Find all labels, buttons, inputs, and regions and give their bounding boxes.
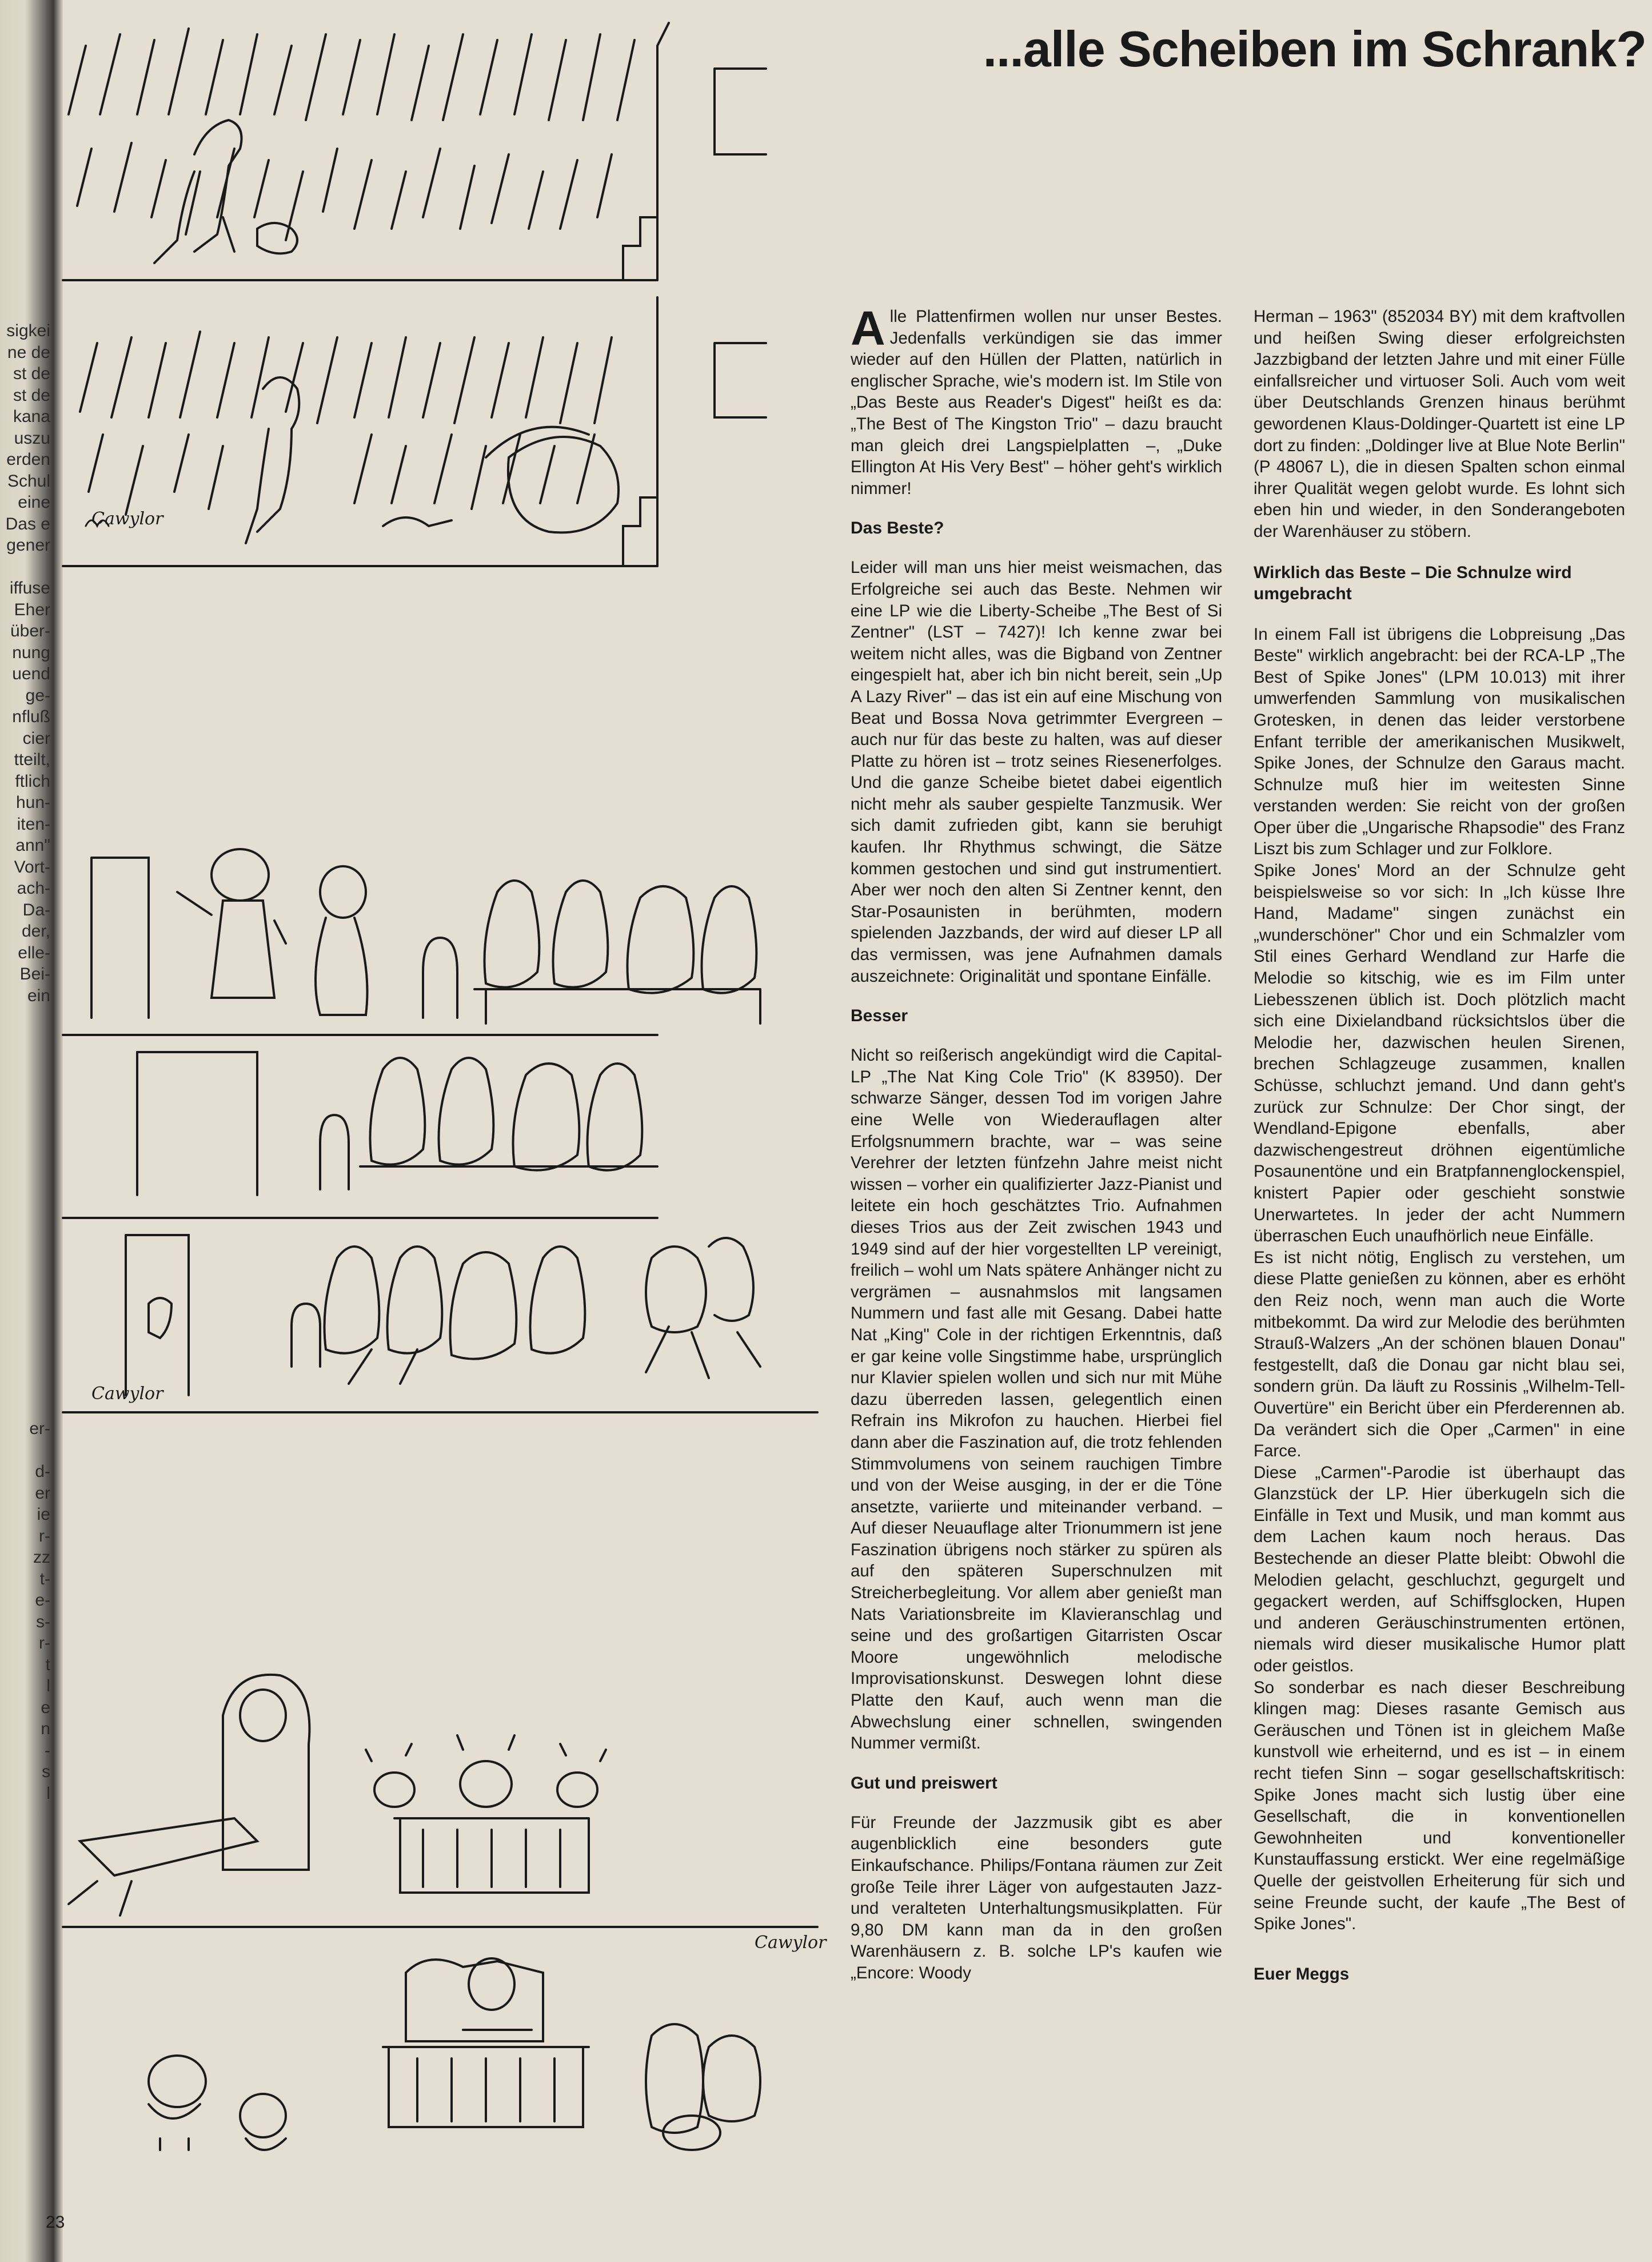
facing-page-fragment: sigkei — [6, 321, 50, 340]
facing-page-text-lower — [0, 1418, 50, 1804]
section-heading-das-beste: Das Beste? — [851, 519, 944, 538]
section-heading-besser: Besser — [851, 1006, 908, 1026]
facing-page-fragment: s — [42, 1762, 50, 1781]
intro-paragraph — [851, 301, 1222, 499]
facing-page-fragment: n — [41, 1719, 50, 1738]
facing-page-fragment: gener — [6, 536, 50, 555]
facing-page-fragment: Bei- — [19, 965, 50, 983]
facing-page-fragment: Das e — [5, 514, 50, 533]
facing-page-fragment: uszu — [14, 428, 50, 448]
facing-page-fragment: d- — [35, 1462, 50, 1481]
intro-text: lle Plattenfirmen wollen nur unser Bestes. Jedenfalls verkündigen sie das immer wieder auf den Hüllen der Platten, natürlich in englischer Sprache, wie's modern ist. Im Stile von „Das Beste aus Reader's Digest" heißt es da: „The Best of The Kingston Trio" – dazu braucht man gleich drei Langspielplatten –, „Duke Ellington At His Very Best" – höher geht's wirklich nimmer! — [851, 307, 1222, 498]
section-gut-und-preiswert-text: Für Freunde der Jazzmusik gibt es aber augenblicklich eine besonders gute Einkaufschance. Philips/Fontana räumen zur Zeit große Teile ihrer Läger von aufgestauten Jazz- und veralteten Unterhaltungsmusikplatten. Für 9,80 DM kann man da in den großen Warenhäusern z. B. solche LP's kaufen wie „Encore: Woody — [851, 1813, 1222, 1982]
col2-paragraph: Diese „Carmen"-Parodie ist überhaupt das Glanzstück der LP. Hier überkugeln sich die Einfälle in Text und Musik, und man kommt aus dem Lachen kaum noch heraus. Das Bestechende an dieser Platte bleibt: Obwohl die Melodien gelacht, geschluchzt, gegurgelt und gegackert werden, auf Schiffsglocken, Hupen und anderen Geräuschinstrumenten ertönen, niemals wird dieser musikalische Humor platt oder geistlos. — [1254, 1463, 1625, 1676]
facing-page-text-upper — [0, 320, 50, 1006]
facing-page-fragment: t- — [39, 1569, 50, 1588]
facing-page-fragment: über- — [10, 622, 50, 640]
cartoon-panel-3 — [63, 849, 760, 1035]
cartoon-signature-2: Cawylor — [91, 1384, 163, 1404]
facing-page-fragment: der, — [21, 922, 50, 941]
facing-page-fragment: tteilt, — [14, 750, 50, 769]
cartoon-panel-4 — [63, 1052, 657, 1218]
page-number: 23 — [46, 2213, 65, 2232]
bleed-through-text — [1475, 103, 1646, 274]
facing-page-fragment: Vort- — [14, 857, 50, 877]
facing-page-fragment: r- — [39, 1634, 50, 1652]
section-heading-gut-und-preiswert: Gut und preiswert — [851, 1773, 997, 1793]
facing-page-fragment — [0, 556, 50, 578]
cartoon-signature-3: Cawylor — [755, 1933, 827, 1953]
facing-page-fragment: nung — [12, 643, 50, 662]
cartoon-panel-7 — [149, 1958, 760, 2150]
facing-page-fragment: ge- — [25, 686, 50, 705]
facing-page-fragment: cier — [22, 728, 50, 748]
author-signature: Euer Meggs — [1254, 1964, 1350, 1984]
facing-page-fragment: ach- — [17, 879, 50, 898]
facing-page-fragment: s- — [36, 1612, 50, 1631]
section-heading-wirklich-das-beste: Wirklich das Beste – Die Schnulze wird umgebracht — [1254, 563, 1572, 603]
facing-page-fragment: er- — [29, 1419, 50, 1438]
facing-page-fragment: iten- — [17, 814, 50, 834]
article-column-2 — [1254, 306, 1625, 1985]
cartoon-illustrations — [51, 0, 823, 2262]
facing-page-fragment: - — [45, 1741, 50, 1760]
cartoon-strip — [51, 0, 827, 2262]
cartoon-panel-2 — [63, 297, 766, 566]
facing-page-fragment: ne de — [7, 343, 50, 362]
facing-page-fragment: e- — [35, 1591, 50, 1610]
facing-page-fragment: uend — [12, 664, 50, 683]
section-das-beste-text: Leider will man uns hier meist weismachen, das Erfolgreiche sei auch das Beste. Nehmen wir eine LP wie die Liberty-Scheibe „The Best of Si Zentner" (LST – 7427)! Ich kenne zwar bei weitem nicht alles, was die Bigband von Zentner eingespielt hat, aber ich bin nicht bereit, sein „Up A Lazy River" – das ist ein auf eine Mischung von Beat und Bossa Nova getrimmter Evergreen – auch nur für das beste zu halten, was auf dieser Platte zu hören ist – trotz seines Riesenerfolges. Und die ganze Scheibe bietet dabei eigentlich nicht mehr als sauber gespielte Tanzmusik. Wer sich damit zufrieden gibt, kann sie beruhigt kaufen. Ihr Rhythmus schwingt, die Sätze kommen gestochen und sind gut instrumentiert. Aber wer noch den alten Si Zentner kennt, den Star-Posaunisten in berühmten, modern spielenden Jazzbands, der wird auf dieser LP all das vermissen, was jene Aufnahmen damals auszeichnete: Originalität und spontane Einfälle. — [851, 558, 1222, 986]
facing-page-fragment: ftlich — [15, 771, 50, 791]
col2-paragraph: So sonderbar es nach dieser Beschreibung klingen mag: Dieses rasante Gemisch aus Geräuschen und Tönen ist in gleichem Maße kunstvoll wie erheiternd, und es ist – in einem recht tiefen Sinn – sogar gesellschaftskritisch: Spike Jones macht sich lustig über eine Gesellschaft, die in konventionellen Gewohnheiten und konventioneller Kunstauffassung erstickt. Wer eine regelmäßige Quelle der geistvollen Erheiterung für sich und seine Freunde sucht, der kaufe „The Best of Spike Jones". — [1254, 1678, 1625, 1934]
facing-page-fragment: Schul — [7, 471, 50, 491]
facing-page-fragment: e — [41, 1698, 50, 1717]
facing-page-fragment: er — [35, 1483, 50, 1503]
facing-page-fragment: l — [46, 1783, 50, 1803]
section-besser-text: Nicht so reißerisch angekündigt wird die Capital-LP „The Nat King Cole Trio" (K 83950). Der schwarze Sänger, dessen Tod im vorigen Jahre eine Welle von Wiederauflagen alter Erfolgsnummern brachte, war – was seine Verehrer der letzten fünfzehn Jahre meist nicht wissen – vorher ein qualifizierter Jazz-Pianist und leitete ein hoch geschätztes Trio. Aufnahmen dieses Trios aus der Zeit zwischen 1943 und 1949 sind auf der hier vorgestellten LP vereinigt, freilich – wohl um Nats spätere Anhänger nicht zu vergrämen – ausnahmslos mit langsamen Nummern und fast alle mit Gesang. Dabei hatte Nat „King" Cole in der richtigen Erkenntnis, daß er gar keine volle Singstimme habe, ursprünglich nur Klavier spielen wollen und sich nur mit Mühe dazu überreden lassen, gelegentlich einen Refrain ins Mikrofon zu hauchen. Hierbei fiel dann aber die Faszination auf, die trotz fehlenden Stimmvolumens von seinem rauchigen Timbre und von der Weise ausging, in der er die Töne ansetzte, variierte und miteinander verband. – Auf dieser Neuauflage alter Trionummern ist jene Faszination übrigens noch stärker zu spüren als auf den späteren Superschnulzen mit Streicherbegleitung. Vor allem aber genießt man Nats Variationsbreite im Klavieranschlag und seine und des großartigen Gitarristen Oscar Moore ungewöhnlich melodische Improvisationskunst. Deswegen lohnt diese Platte den Kauf, auch wenn man die Abwechslung einer schnellen, swingenden Nummer vermißt. — [851, 1046, 1222, 1753]
facing-page-fragment: kana — [13, 407, 50, 426]
facing-page-fragment: r- — [39, 1526, 50, 1546]
cartoon-signature-1: Cawylor — [91, 509, 163, 529]
facing-page-fragment — [0, 1440, 50, 1461]
col2-paragraph: In einem Fall ist übrigens die Lobpreisung „Das Beste" wirklich angebracht: bei der RCA-LP „The Best of Spike Jones" (LPM 10.013) mit ihrer umwerfenden Sammlung von musikalischen Grotesken, in denen das leider verstorbene Enfant terrible der amerikanischen Musikwelt, Spike Jones, der Schnulze den Garaus macht. Schnulze muß hier im weitesten Sinne verstanden werden: Sie reicht von der großen Oper über die „Ungarische Rhapsodie" des Franz Liszt bis zum Schlager und zur Folklore. — [1254, 624, 1625, 859]
facing-page-fragment: Eher — [14, 600, 50, 619]
facing-page-fragment: ein — [27, 986, 50, 1005]
page-title: ...alle Scheiben im Schrank? — [983, 21, 1646, 77]
facing-page-fragment: Da- — [22, 900, 50, 919]
facing-page-fragment: ie — [37, 1505, 50, 1524]
cartoon-panel-6 — [63, 1675, 817, 1927]
cartoon-panel-1 — [63, 23, 766, 280]
cartoon-panel-5 — [63, 1235, 817, 1412]
col2-paragraph: Spike Jones' Mord an der Schnulze geht beispielsweise so vor sich: In „Ich küsse Ihre Hand, Madame" singen zunächst ein „wunderschöner" Chor und ein Schmalzler vom Stil eines Gerhard Wendland zur Harfe die Melodie so kitschig, wie es im Film unter Liebesszenen üblich ist. Doch plötzlich macht sich eine Dixielandband rücksichtslos über die Melodie her, dazwischen heulen Sirenen, brechen Schlagzeuge zusammen, knallen Schüsse, schluchzt jemand. Und dann geht's zurück zur Schnulze: Der Chor singt, der Wendland-Epigone ebenfalls, aber dazwischengestreut dröhnen eigentümliche Posaunentöne und ein Bratpfannenglockenspiel, knistert Papier oder geschieht sonstwie Unerwartetes. In jeder der acht Nummern überraschen Euch unaufhörlich neue Einfälle. — [1254, 861, 1625, 1246]
facing-page-fragment: l — [46, 1676, 50, 1695]
facing-page-fragment: eine — [18, 493, 50, 512]
facing-page-fragment: erden — [6, 450, 50, 469]
article-column-1 — [851, 301, 1222, 1984]
facing-page-fragment: zz — [33, 1548, 50, 1567]
facing-page-fragment: st de — [13, 364, 50, 383]
col2-lead-paragraph: Herman – 1963" (852034 BY) mit dem kraftvollen und heißen Swing dieser erfolgreichsten Jazzbigband der letzten Jahre und mit einer Fülle einfallsreicher und virtuoser Soli. Auch vom weit über Deutschlands Grenzen hinaus berühmt gewordenen Klaus-Doldinger-Quartett ist eine LP dort zu finden: „Doldinger live at Blue Note Berlin" (P 48067 L), die in diesen Spalten schon einmal ihrer Qualität wegen gelobt wurde. Es lohnt sich eben hin und wieder, in den Sonderangeboten der Warenhäuser zu stöbern. — [1254, 307, 1625, 541]
facing-page-fragment: ann" — [15, 836, 50, 855]
facing-page-fragment: elle- — [18, 943, 50, 962]
facing-page-fragment: st de — [13, 385, 50, 405]
facing-page-fragment: hun- — [15, 793, 50, 812]
facing-page-fragment: nfluß — [12, 707, 50, 726]
col2-paragraph: Es ist nicht nötig, Englisch zu verstehen, um diese Platte genießen zu können, aber es erhöht den Reiz noch, wenn man auch die Worte mitbekommt. Da wird zur Melodie des berühmten Strauß-Walzers „An der schönen blauen Donau" festgestellt, daß die Donau gar nicht blau sei, sondern grün. Da läuft zu Rossinis „Wilhelm-Tell-Ouvertüre" ein Bericht über ein Pferderennen ab. Da verändert sich die Oper „Carmen" in eine Farce. — [1254, 1248, 1625, 1461]
facing-page-fragment: iffuse — [9, 579, 50, 598]
drop-cap: A — [851, 301, 885, 355]
facing-page-fragment: t — [45, 1655, 50, 1674]
